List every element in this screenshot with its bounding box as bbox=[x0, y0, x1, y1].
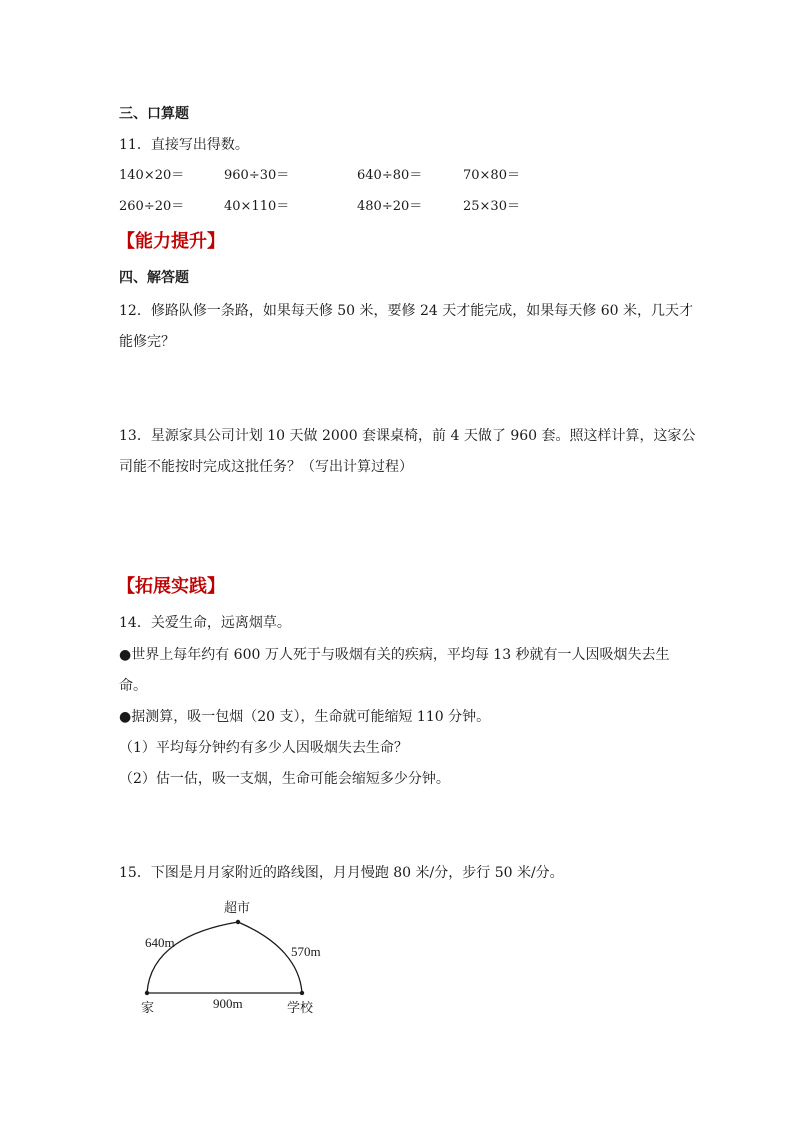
question-11-text: 11．直接写出得数。 bbox=[119, 137, 249, 153]
question-12-line-2: 能修完？ bbox=[119, 334, 175, 350]
calc-item: 960÷30＝ bbox=[224, 168, 290, 183]
label-home: 家 bbox=[141, 1001, 155, 1016]
question-13-line-2: 司能不能按时完成这批任务？（写出计算过程） bbox=[119, 459, 413, 475]
route-market-to-school bbox=[238, 922, 302, 993]
section-3-title: 三、口算题 bbox=[119, 106, 189, 122]
question-14-bullet-1-line-1: ●世界上每年约有 600 万人死于与吸烟有关的疾病，平均每 13 秒就有一人因吸烟失去生 bbox=[119, 647, 670, 663]
label-dist-market-school: 570m bbox=[291, 944, 321, 959]
label-dist-home-market: 640m bbox=[145, 935, 175, 950]
question-14-bullet-1-line-2: 命。 bbox=[119, 678, 147, 694]
calc-item: 640÷80＝ bbox=[357, 168, 423, 183]
heading-ability: 【能力提升】 bbox=[117, 231, 225, 252]
question-13-line-1: 13．星源家具公司计划 10 天做 2000 套课桌椅，前 4 天做了 960 套。照这样计算，这家公 bbox=[119, 428, 696, 444]
question-15-text: 15．下图是月月家附近的路线图，月月慢跑 80 米/分，步行 50 米/分。 bbox=[119, 865, 564, 881]
label-dist-home-school: 900m bbox=[213, 996, 243, 1011]
question-14-intro: 14．关爱生命，远离烟草。 bbox=[119, 615, 291, 631]
question-14-sub-2: （2）估一估，吸一支烟，生命可能会缩短多少分钟。 bbox=[119, 771, 450, 787]
calc-item: 70×80＝ bbox=[463, 168, 520, 183]
heading-extend: 【拓展实践】 bbox=[117, 576, 225, 597]
calc-item: 260÷20＝ bbox=[119, 199, 185, 214]
calc-item: 480÷20＝ bbox=[357, 199, 423, 214]
section-4-title: 四、解答题 bbox=[119, 270, 189, 286]
label-market: 超市 bbox=[224, 901, 251, 916]
label-school: 学校 bbox=[287, 1001, 314, 1016]
question-14-sub-1: （1）平均每分钟约有多少人因吸烟失去生命？ bbox=[119, 740, 408, 756]
calc-item: 25×30＝ bbox=[463, 199, 520, 214]
point-school bbox=[300, 991, 304, 995]
route-home-to-market bbox=[147, 922, 238, 993]
question-12-line-1: 12．修路队修一条路，如果每天修 50 米，要修 24 天才能完成，如果每天修 60 米，几天才 bbox=[119, 303, 693, 319]
point-market bbox=[236, 920, 240, 924]
question-14-bullet-2: ●据测算，吸一包烟（20 支），生命就可能缩短 110 分钟。 bbox=[119, 709, 491, 725]
calc-item: 140×20＝ bbox=[119, 168, 185, 183]
point-home bbox=[145, 991, 149, 995]
calc-item: 40×110＝ bbox=[224, 199, 290, 214]
